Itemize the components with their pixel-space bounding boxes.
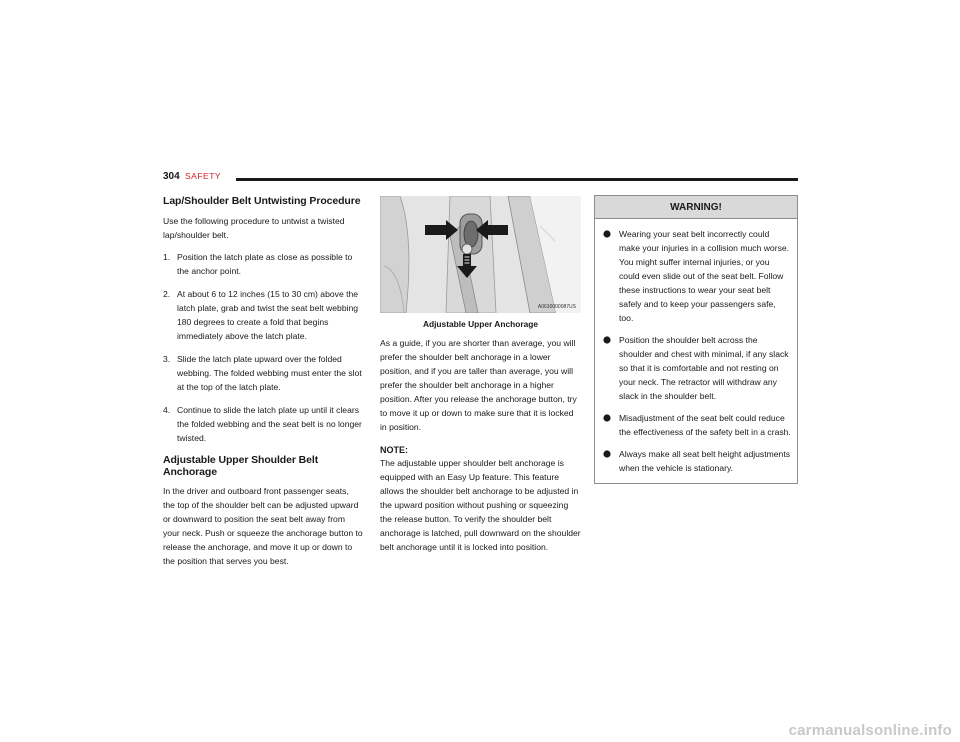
page-number: 304 <box>163 171 180 182</box>
untwisting-intro: Use the following procedure to untwist a twisted lap/shoulder belt. <box>163 216 345 240</box>
figure-code: A0630000087US <box>537 304 576 310</box>
step-item <box>163 403 363 445</box>
header-rule <box>236 178 798 181</box>
warning-item <box>601 447 791 475</box>
column-right <box>594 195 798 484</box>
adjustable-body: In the driver and outboard front passenger seats, the top of the shoulder belt can be adjusted upward or downward to position the seat belt away from your neck. Push or squeeze the anchorage button to release the anchorage, and move it up or down to the position that serves you best. <box>163 486 363 566</box>
anchorage-illustration <box>380 196 581 313</box>
warning-text: Position the shoulder belt across the shoulder and chest with minimal, if any slack so that it is comfortable and not resting on your neck. The retractor will withdraw any slack in the shoulder belt. <box>619 335 789 401</box>
bullet-icon <box>603 414 611 422</box>
figure-caption: Adjustable Upper Anchorage <box>422 319 539 329</box>
bullet-icon <box>603 336 611 344</box>
untwisting-steps <box>163 250 363 445</box>
untwisting-heading: Lap/Shoulder Belt Untwisting Procedure <box>163 195 361 207</box>
step-text: Position the latch plate as close as possible to the anchor point. <box>177 252 353 276</box>
bullet-icon <box>603 450 611 458</box>
warning-list <box>595 219 797 483</box>
warning-text: Misadjustment of the seat belt could reduce the effectiveness of the safety belt in a crash. <box>619 413 791 437</box>
step-item <box>163 352 363 394</box>
guide-paragraph: As a guide, if you are shorter than average, you will prefer the shoulder belt anchorage in a lower position, and if you are taller than average, you will prefer the shoulder belt anchorage in a higher position. After you release the anchorage button, try to move it up or down to make sure that it is locked in position. <box>380 338 577 432</box>
anchorage-figure <box>380 196 581 313</box>
section-title: SAFETY <box>185 171 222 181</box>
adjustable-heading: Adjustable Upper Shoulder Belt Anchorage <box>163 454 319 478</box>
step-text: At about 6 to 12 inches (15 to 30 cm) above the latch plate, grab and twist the seat belt webbing 180 degrees to create a fold that begins immediately above the latch plate. <box>177 289 359 341</box>
page-header <box>163 171 798 187</box>
warning-title: WARNING! <box>595 196 797 219</box>
step-item <box>163 287 363 343</box>
step-item <box>163 250 363 278</box>
step-number: 2. <box>163 289 171 299</box>
step-number: 1. <box>163 252 171 262</box>
warning-box <box>594 195 798 484</box>
warning-item <box>601 227 791 325</box>
step-text: Slide the latch plate upward over the folded webbing. The folded webbing must enter the slot at the top of the latch plate. <box>177 354 362 392</box>
step-number: 4. <box>163 405 171 415</box>
warning-text: Always make all seat belt height adjustments when the vehicle is stationary. <box>619 449 791 473</box>
warning-item <box>601 333 791 403</box>
watermark: carmanualsonline.info <box>788 722 952 739</box>
note-label: NOTE: <box>380 445 408 455</box>
note-body: The adjustable upper shoulder belt anchorage is equipped with an Easy Up feature. This feature allows the shoulder belt anchorage to be adjusted in the upward position without pushing or squeezing the release button. To verify the shoulder belt anchorage is latched, pull downward on the shoulder belt anchorage until it is locked into position. <box>380 458 581 552</box>
bullet-icon <box>603 230 611 238</box>
column-middle <box>380 196 581 554</box>
step-text: Continue to slide the latch plate up until it clears the folded webbing and the seat belt is no longer twisted. <box>177 405 362 443</box>
step-number: 3. <box>163 354 171 364</box>
warning-item <box>601 411 791 439</box>
column-left <box>163 195 363 568</box>
warning-text: Wearing your seat belt incorrectly could make your injuries in a collision much worse. You might suffer internal injuries, or you could even slide out of the seat belt. Follow these instructions to wear your seat belt safely and to keep your passengers safe, too. <box>619 229 790 323</box>
